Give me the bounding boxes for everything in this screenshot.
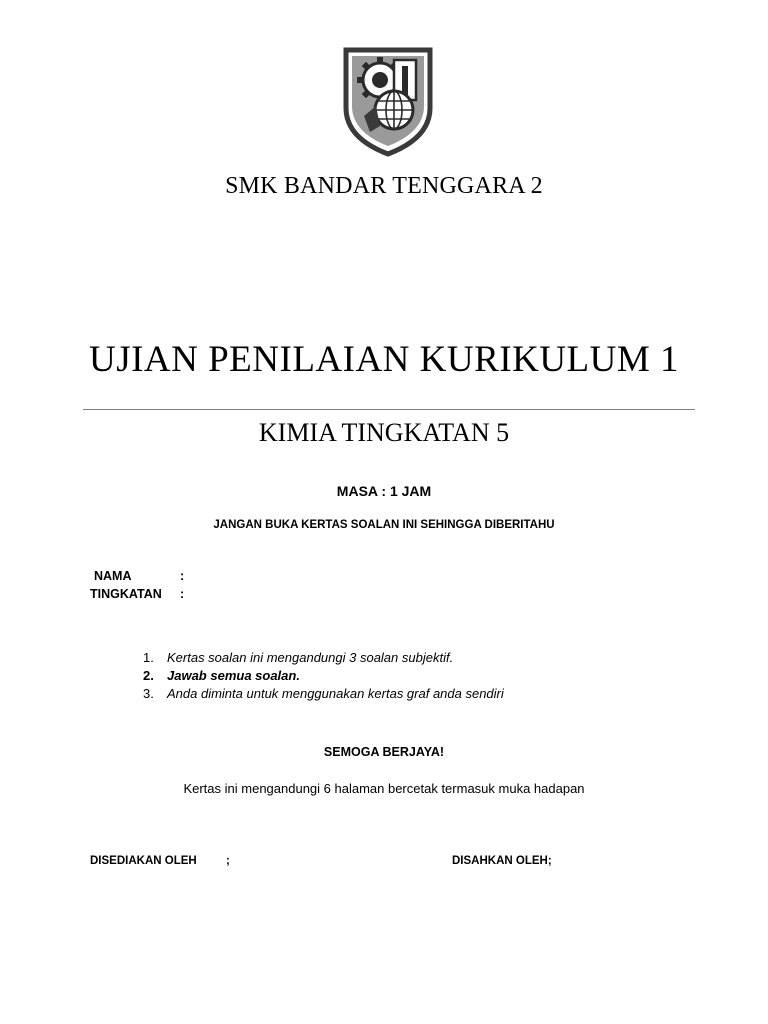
instruction-text: Kertas soalan ini mengandungi 3 soalan subjektif. (167, 650, 454, 665)
instruction-number: 1. (143, 650, 154, 665)
instruction-item (143, 686, 504, 701)
form-field-label: TINGKATAN (90, 587, 162, 601)
exam-title: UJIAN PENILAIAN KURIKULUM 1 (88, 339, 680, 380)
goodluck-message: SEMOGA BERJAYA! (323, 745, 445, 759)
school-crest-logo (342, 46, 434, 158)
school-name: SMK BANDAR TENGGARA 2 (225, 173, 543, 199)
instruction-text: Anda diminta untuk menggunakan kertas graf anda sendiri (167, 686, 504, 701)
instruction-item (143, 668, 300, 683)
exam-duration: MASA : 1 JAM (336, 483, 432, 499)
instruction-number: 2. (143, 668, 154, 683)
prepared-by-separator: ; (226, 855, 230, 867)
instruction-text: Jawab semua soalan. (167, 668, 300, 683)
pages-note: Kertas ini mengandungi 6 halaman bercetak termasuk muka hadapan (183, 781, 585, 796)
name-field-colon: : (180, 569, 185, 583)
approved-by-label: DISAHKAN OLEH; (452, 855, 552, 867)
prepared-by-label: DISEDIAKAN OLEH (90, 855, 197, 867)
exam-warning: JANGAN BUKA KERTAS SOALAN INI SEHINGGA DIBERITAHU (213, 519, 555, 531)
name-field-label: NAMA (94, 569, 132, 583)
instruction-number: 3. (143, 686, 154, 701)
exam-subject: KIMIA TINGKATAN 5 (258, 418, 510, 447)
title-divider (83, 409, 695, 410)
form-field-colon: : (180, 587, 185, 601)
instruction-item (143, 650, 453, 665)
